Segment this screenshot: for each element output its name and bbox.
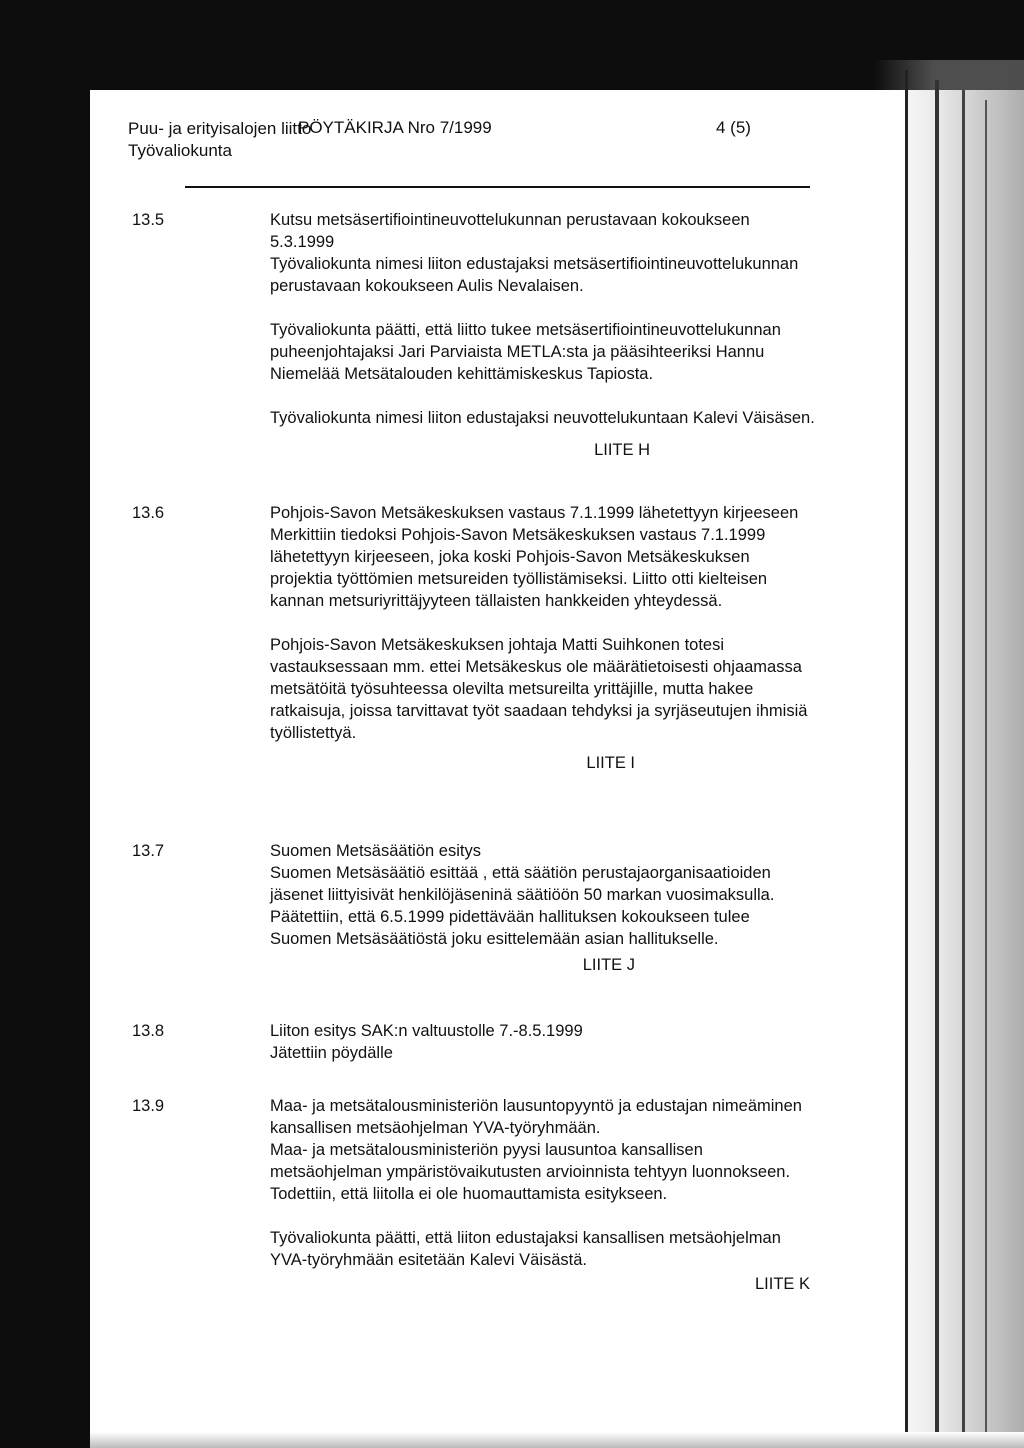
scan-border-top xyxy=(0,0,1024,90)
header-divider xyxy=(185,186,810,188)
section-paragraph: Todettiin, että liitolla ei ole huomauttamista esitykseen. xyxy=(270,1185,668,1203)
scan-border-left xyxy=(0,0,90,1448)
section-number: 13.6 xyxy=(132,504,165,522)
section-paragraph: Päätettiin, että 6.5.1999 pidettävään hallituksen kokoukseen tulee Suomen Metsäsäätiöstä joku esittelemään asian hallitukselle. xyxy=(270,908,750,948)
document-page xyxy=(90,90,905,1432)
section-number: 13.7 xyxy=(132,842,165,860)
header-page-number: 4 (5) xyxy=(716,118,751,137)
attachment-label: LIITE J xyxy=(582,956,635,974)
section-body xyxy=(270,502,815,774)
section-number: 13.5 xyxy=(132,211,165,229)
section-paragraph: Työvaliokunta päätti, että liiton edustajaksi kansallisen metsäohjelman YVA-työryhmään esitetään Kalevi Väisästä. xyxy=(270,1229,781,1269)
section-paragraph: Työvaliokunta nimesi liiton edustajaksi neuvottelukuntaan Kalevi Väisäsen. xyxy=(270,409,815,427)
section-body xyxy=(270,1020,815,1064)
attachment-label: LIITE H xyxy=(594,441,650,459)
section-body xyxy=(270,840,815,976)
section-paragraph: Merkittiin tiedoksi Pohjois-Savon Metsäkeskuksen vastaus 7.1.1999 lähetettyyn kirjeeseen, joka koski Pohjois-Savon Metsäkeskuksen projektia työttömien metsureiden työllistämiseksi. Liitto otti kielteisen kannan metsuriyrittäjyyteen tällaisten hankkeiden yhteydessä. xyxy=(270,526,768,610)
scan-page-edge xyxy=(985,100,987,1440)
section-heading: Kutsu metsäsertifiointineuvottelukunnan perustavaan kokoukseen 5.3.1999 xyxy=(270,211,750,251)
section-paragraph: Jätettiin pöydälle xyxy=(270,1044,393,1062)
section-paragraph: Maa- ja metsätalousministeriön pyysi lausuntoa kansallisen metsäohjelman ympäristövaikutusten arvioinnista tehtyyn luonnokseen. xyxy=(270,1141,791,1181)
section-heading: Maa- ja metsätalousministeriön lausuntopyyntö ja edustajan nimeäminen kansallisen metsäohjelman YVA-työryhmään. xyxy=(270,1097,802,1137)
attachment-label: LIITE K xyxy=(754,1275,810,1293)
scan-page-edge xyxy=(962,90,965,1440)
scan-page-edge xyxy=(935,80,939,1440)
section-number: 13.8 xyxy=(132,1022,165,1040)
header-document-title: PÖYTÄKIRJA Nro 7/1999 xyxy=(298,118,492,137)
section-body xyxy=(270,1095,815,1295)
section-number: 13.9 xyxy=(132,1097,165,1115)
section-paragraph: Pohjois-Savon Metsäkeskuksen johtaja Matti Suihkonen totesi vastauksessaan mm. ettei Metsäkeskus ole määrätietoisesti ohjaamassa metsätöitä työsuhteessa olevilta metsureilta yrittäjille, mutta hakee ratkaisuja, joissa tarvittavat työt saadaan tehdyksi ja syrjäseutujen ihmisiä työllistettyä. xyxy=(270,636,808,742)
section-body xyxy=(270,209,815,461)
section-paragraph: Suomen Metsäsäätiö esittää , että säätiön perustajaorganisaatioiden jäsenet liittyisivät henkilöjäseninä säätiöön 50 markan vuosimaksulla. xyxy=(270,864,775,904)
header-organization: Puu- ja erityisalojen liitto xyxy=(128,119,312,138)
section-heading: Liiton esitys SAK:n valtuustolle 7.-8.5.1999 xyxy=(270,1022,583,1040)
section-paragraph: Työvaliokunta nimesi liiton edustajaksi metsäsertifiointineuvottelukunnan perustavaan kokoukseen Aulis Nevalaisen. xyxy=(270,255,799,295)
header-body: Työvaliokunta xyxy=(128,141,232,160)
scan-page-edge xyxy=(905,70,908,1440)
attachment-label: LIITE I xyxy=(586,754,635,772)
header-organization-block xyxy=(128,118,311,162)
section-heading: Suomen Metsäsäätiön esitys xyxy=(270,842,481,860)
section-heading: Pohjois-Savon Metsäkeskuksen vastaus 7.1.1999 lähetettyyn kirjeeseen xyxy=(270,504,799,522)
section-paragraph: Työvaliokunta päätti, että liitto tukee metsäsertifiointineuvottelukunnan puheenjohtajaksi Jari Parviaista METLA:sta ja pääsihteeriksi Hannu Niemelää Metsätalouden kehittämiskeskus Tapiosta. xyxy=(270,321,781,383)
scan-border-bottom xyxy=(90,1432,1024,1448)
